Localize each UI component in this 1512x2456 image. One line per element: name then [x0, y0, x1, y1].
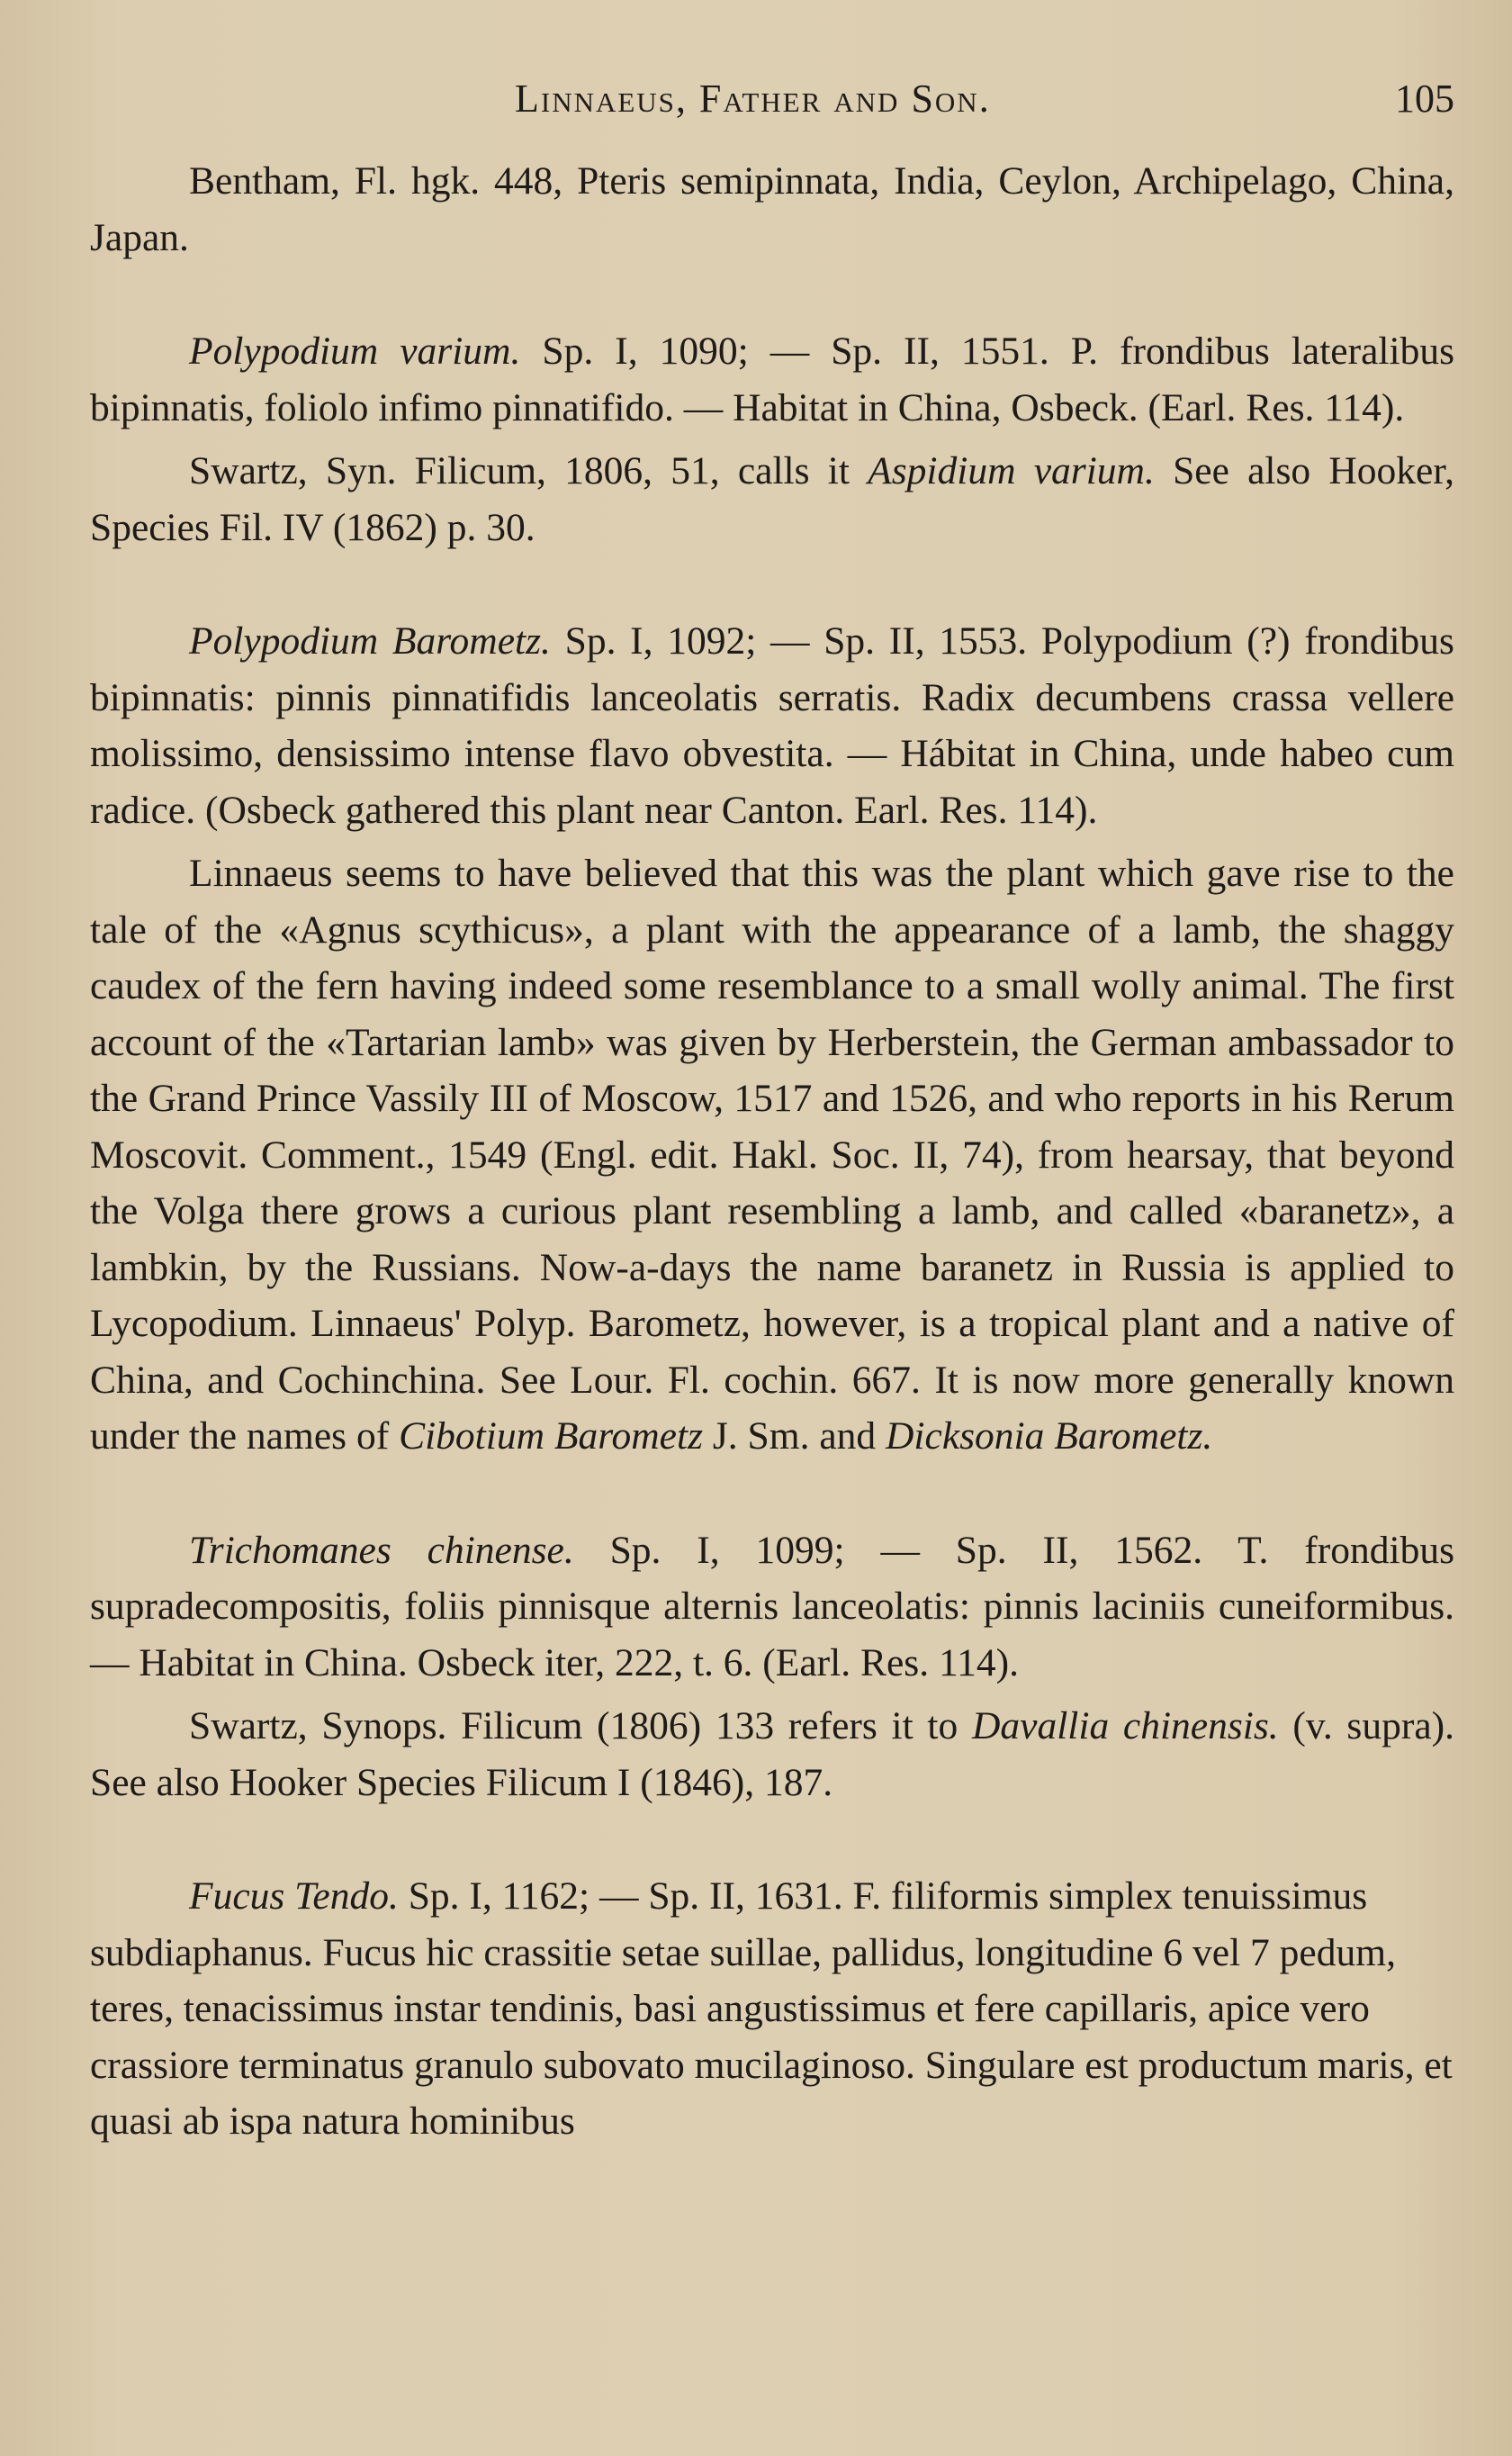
species-name: Polypodium Barometz. [189, 619, 551, 663]
species-name: Trichomanes chinense. [189, 1528, 574, 1572]
entry-text: Sp. I, 1099; — Sp. II, 1562. T. frondibus supradecompositis, foliis pinnisque alternis lanceolatis: pinnis laciniis cuneiformibus. — Habitat in China. Osbeck iter, 222, t. 6. (Earl. Res. 114). [90, 1528, 1454, 1684]
entry-text: Sp. I, 1092; — Sp. II, 1553. Polypodium (?) frondibus bipinnatis: pinnis pinnatifidis lanceolatis serratis. Radix decumbens crassa vellere molissimo, densissimo intense flavo obvestita. — Hábitat in China, unde habeo cum radice. (Osbeck gathered this plant near Canton. Earl. Res. 114). [90, 619, 1454, 832]
paragraph-text: Linnaeus seems to have believed that this was the plant which gave rise to the tale of the «Agnus scythicus», a plant with the appearance of a lamb, the shaggy caudex of the fern having indeed some resemblance to a small wolly animal. The first account of the «Tartarian lamb» was given by Herberstein, the German ambassador to the Grand Prince Vassily III of Moscow, 1517 and 1526, and who reports in his Rerum Moscovit. Comment., 1549 (Engl. edit. Hakl. Soc. II, 74), from hearsay, that beyond the Volga there grows a curious plant resembling a lamb, and called «baranetz», a lambkin, by the Russians. Now-a-days the name baranetz in Russia is applied to Lycopodium. Linnaeus' Polyp. Barometz, however, is a tropical plant and a native of China, and Cochinchina. See Lour. Fl. cochin. 667. It is now more generally known under the names of [90, 852, 1454, 1458]
paragraph-tartarian-lamb [90, 845, 1454, 1465]
entry-polypodium-varium [90, 323, 1454, 436]
entry-polypodium-barometz [90, 613, 1454, 838]
paragraph-text: J. Sm. and [703, 1414, 886, 1458]
species-name: Davallia chinensis. [971, 1704, 1279, 1747]
page-header [90, 72, 1458, 135]
paragraph-text: Swartz, Synops. Filicum (1806) 133 refers it to [189, 1704, 972, 1747]
paragraph-swartz-davallia [90, 1698, 1454, 1810]
species-name: Polypodium varium. [189, 330, 521, 373]
paragraph-text: Bentham, Fl. hgk. 448, Pteris semipinnata, India, Ceylon, Archipelago, China, Japan. [90, 159, 1454, 259]
paragraph-text: See also Hooker, Species Fil. IV (1862) p. 30. [90, 449, 1454, 549]
species-name: Cibotium Barometz [399, 1414, 703, 1458]
paragraph-swartz-aspidium [90, 443, 1454, 555]
page-number: 105 [1395, 77, 1454, 121]
entry-text: Sp. I, 1162; — Sp. II, 1631. F. filiformis simplex tenuissimus subdiaphanus. Fucus hic crassitie setae suillae, pallidus, longitudine 6 vel 7 pedum, teres, tenacissimus instar tendinis, basi angustissimus et fere capillaris, apice vero crassiore terminatus granulo subovato mucilaginoso. Singulare est productum maris, et quasi ab ispa natura hominibus [90, 1874, 1453, 2143]
entry-fucus-tendo [90, 1868, 1454, 2150]
entry-text: Sp. I, 1090; — Sp. II, 1551. P. frondibus lateralibus bipinnatis, foliolo infimo pinnatifido. — Habitat in China, Osbeck. (Earl. Res. 114). [90, 330, 1455, 429]
species-name: Dicksonia Barometz. [886, 1414, 1213, 1458]
species-name: Aspidium varium. [868, 449, 1155, 492]
running-head: Linnaeus, Father and Son. [515, 77, 991, 121]
page-body [90, 153, 1454, 2150]
paragraph-text: (v. supra). See also Hooker Species Filicum I (1846), 187. [90, 1704, 1454, 1804]
paragraph-text: Swartz, Syn. Filicum, 1806, 51, calls it [189, 449, 868, 492]
species-name: Fucus Tendo. [189, 1874, 399, 1918]
entry-trichomanes-chinense [90, 1522, 1454, 1692]
paragraph-bentham [90, 153, 1454, 266]
